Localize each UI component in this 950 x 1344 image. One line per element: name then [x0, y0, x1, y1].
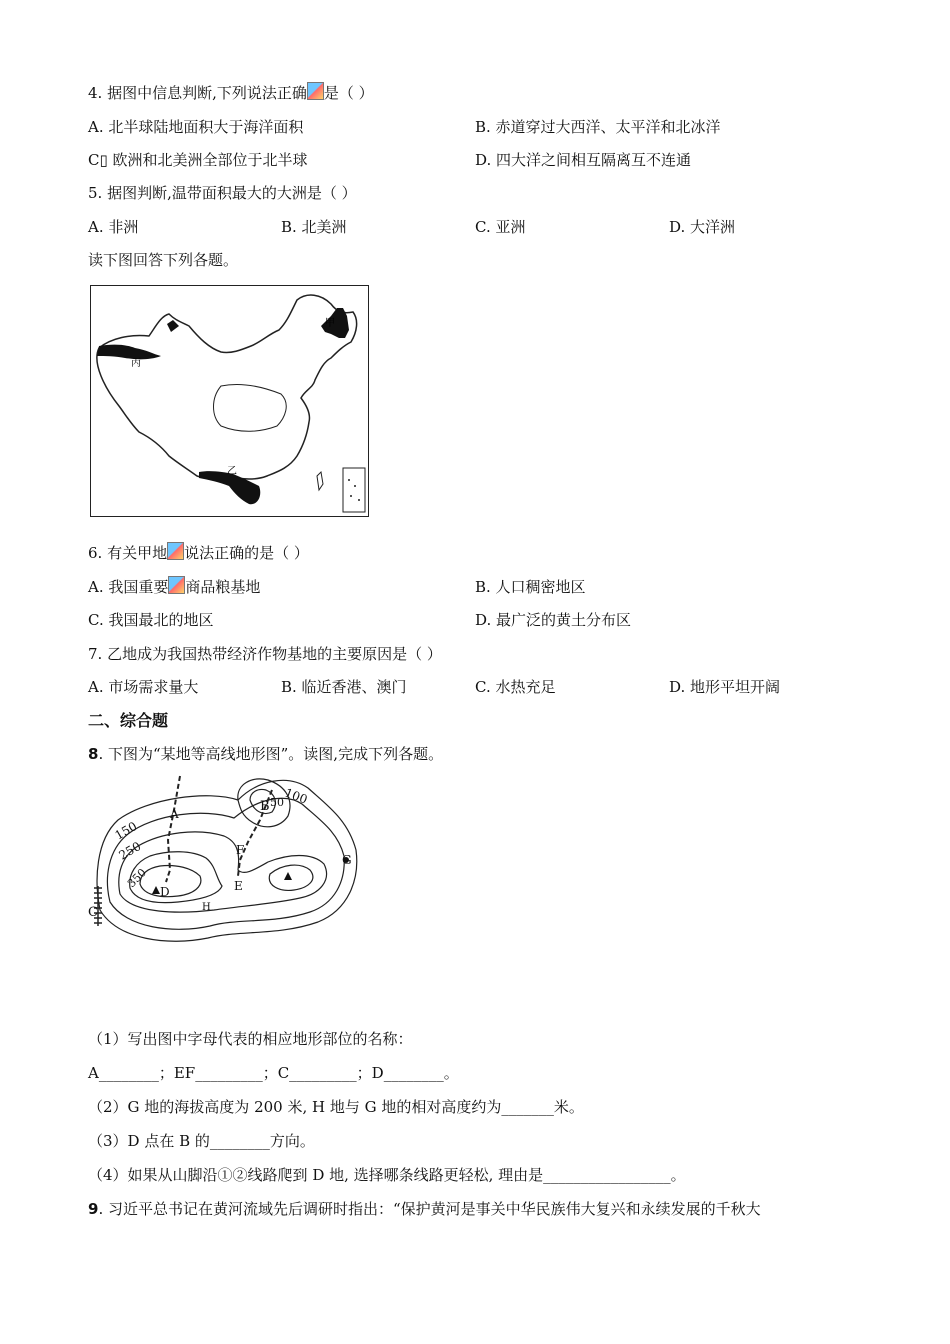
- q4-stem-tail: 是（ ）: [323, 84, 374, 102]
- q6-option-d[interactable]: D. 最广泛的黄土分布区: [475, 611, 632, 629]
- q7-option-d[interactable]: D. 地形平坦开阔: [669, 678, 781, 696]
- south-china-sea-inset: [343, 468, 365, 512]
- inset-island: [348, 479, 350, 481]
- read-intro: 读下图回答下列各题。: [88, 251, 239, 269]
- section-title: 二、综合题: [88, 711, 169, 730]
- inset-island: [350, 495, 352, 497]
- q6-option-b[interactable]: B. 人口稠密地区: [475, 578, 586, 596]
- q5-option-d[interactable]: D. 大洋洲: [669, 218, 736, 236]
- q8-sub2[interactable]: （2）G 地的海拔高度为 200 米, H 地与 G 地的相对高度约为_______米。: [88, 1098, 584, 1116]
- q8-sub1-blanks[interactable]: A________；EF_________；C_________；D________。: [88, 1064, 459, 1082]
- q7-stem: 7. 乙地成为我国热带经济作物基地的主要原因是（ ）: [88, 645, 442, 663]
- label-100: 100: [282, 785, 310, 807]
- region-bing: [97, 345, 161, 360]
- q5-option-a[interactable]: A. 非洲: [88, 218, 139, 236]
- q5-option-b[interactable]: B. 北美洲: [281, 218, 347, 236]
- broken-image-icon: [307, 82, 324, 100]
- q6-option-c[interactable]: C. 我国最北的地区: [88, 611, 214, 629]
- broken-image-icon: [168, 576, 185, 594]
- contour-hill-e: [269, 865, 313, 890]
- q9-number: 9: [88, 1200, 99, 1218]
- label-bing: 丙: [131, 358, 141, 369]
- q4-stem-text: 4. 据图中信息判断,下列说法正确: [88, 84, 307, 102]
- taiwan-outline: [317, 472, 323, 490]
- q8-sub1: （1）写出图中字母代表的相应地形部位的名称：: [88, 1030, 413, 1048]
- label-f: F: [236, 843, 245, 857]
- q8-number: 8: [88, 745, 99, 763]
- china-outline: [97, 295, 357, 479]
- q4-option-a[interactable]: A. 北半球陆地面积大于海洋面积: [88, 118, 304, 136]
- q9-stem: [88, 1198, 761, 1219]
- q8-stem: [88, 743, 443, 764]
- q8-stem-text: . 下图为“某地等高线地形图”。读图,完成下列各题。: [98, 745, 444, 763]
- contour-map-svg: [88, 770, 368, 950]
- label-e: E: [234, 879, 243, 893]
- q7-option-c[interactable]: C. 水热充足: [475, 678, 556, 696]
- peak-d-marker: [152, 886, 160, 894]
- label-d: D: [160, 885, 170, 899]
- q8-sub3[interactable]: （3）D 点在 B 的________方向。: [88, 1132, 315, 1150]
- label-50: 50: [270, 796, 284, 809]
- q6-stem: [88, 542, 309, 563]
- contour-250: [116, 832, 327, 912]
- label-250: 250: [116, 839, 144, 863]
- inset-island: [354, 485, 356, 487]
- q4-option-c[interactable]: C▯ 欧洲和北美洲全部位于北半球: [88, 151, 308, 169]
- q6-option-a-tail: 商品粮基地: [185, 578, 261, 596]
- q4-option-d[interactable]: D. 四大洋之间相互隔离互不连通: [475, 151, 692, 169]
- contour-200: [107, 798, 344, 929]
- region-small-dark: [167, 320, 179, 332]
- q6-option-a-text: A. 我国重要: [88, 578, 169, 596]
- q9-stem-text: . 习近平总书记在黄河流域先后调研时指出：“保护黄河是事关中华民族伟大复兴和永续发展的千秋大: [98, 1200, 761, 1218]
- contour-150: [97, 780, 357, 941]
- label-350: 350: [124, 866, 149, 891]
- q6-stem-tail: 说法正确的是（ ）: [184, 544, 309, 562]
- q5-stem: 5. 据图判断,温带面积最大的大洲是（ ）: [88, 184, 357, 202]
- label-150: 150: [112, 819, 140, 843]
- q4-option-b[interactable]: B. 赤道穿过大西洋、太平洋和北冰洋: [475, 118, 721, 136]
- contour-map: [88, 770, 368, 950]
- q6-option-a[interactable]: [88, 576, 260, 597]
- contour-350: [140, 865, 201, 896]
- label-g: G: [342, 853, 352, 867]
- broken-image-icon: [167, 542, 184, 560]
- q4-stem: [88, 82, 374, 103]
- q7-option-b[interactable]: B. 临近香港、澳门: [281, 678, 407, 696]
- label-b: B: [260, 799, 270, 814]
- q5-option-c[interactable]: C. 亚洲: [475, 218, 526, 236]
- china-map-svg: [91, 286, 368, 516]
- q7-option-a[interactable]: A. 市场需求量大: [88, 678, 199, 696]
- q6-stem-text: 6. 有关甲地: [88, 544, 168, 562]
- label-c: C: [88, 905, 98, 920]
- label-h: H: [202, 902, 211, 913]
- label-a: A: [170, 807, 179, 821]
- q8-sub4[interactable]: （4）如果从山脚沿①②线路爬到 D 地, 选择哪条线路更轻松, 理由是_________________。: [88, 1166, 686, 1184]
- label-yi: 乙: [227, 466, 237, 477]
- peak-e-marker: [284, 872, 292, 880]
- label-jia: 甲: [325, 318, 335, 329]
- china-map: [90, 285, 369, 517]
- inset-island: [358, 499, 360, 501]
- inner-basin-outline: [214, 384, 287, 431]
